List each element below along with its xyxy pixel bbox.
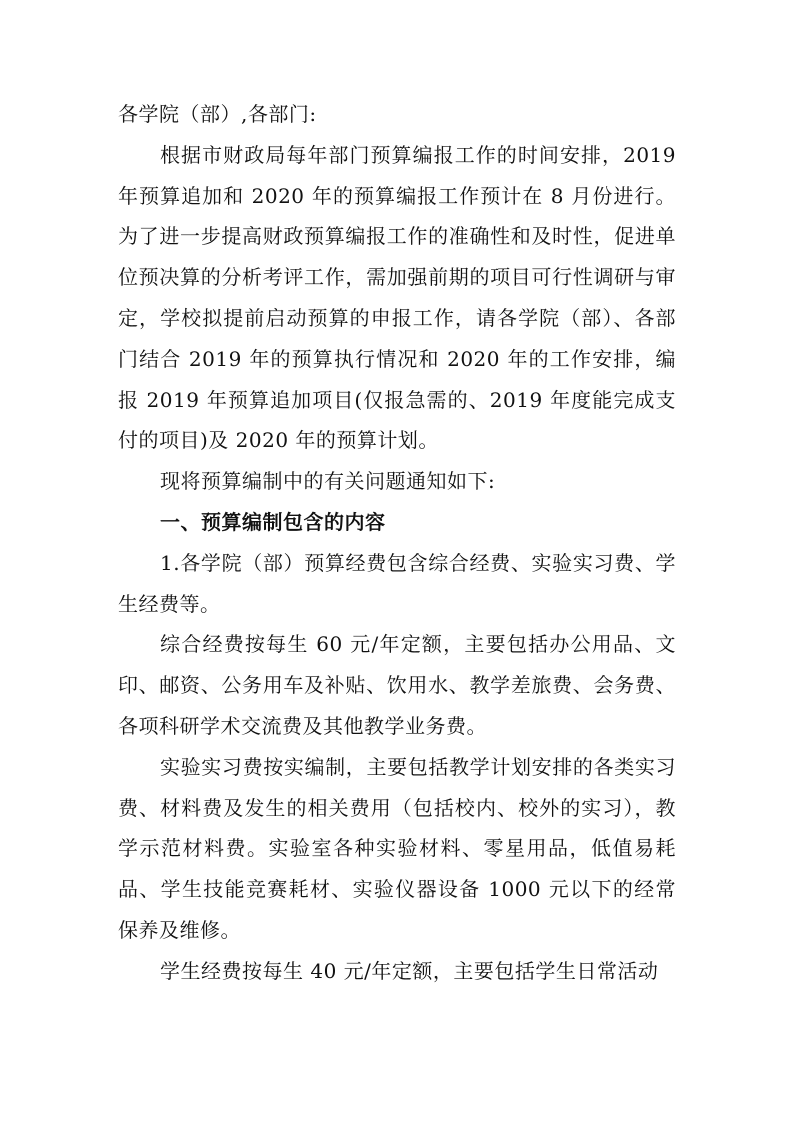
section-paragraph-2: 综合经费按每生 60 元/年定额，主要包括办公用品、文印、邮资、公务用车及补贴、饮用水、教学差旅费、会务费、各项科研学术交流费及其他教学业务费。 (118, 632, 676, 738)
body-paragraph-1: 根据市财政局每年部门预算编报工作的时间安排，2019年预算追加和 2020 年的预算编报工作预计在 8 月份进行。为了进一步提高财政预算编报工作的准确性和及时性，促进单位预决算的分析考评工作，需加强前期的项目可行性调研与审定，学校拟提前启动预算的申报工作，请各学院（部）、各部门结合 2019 年的预算执行情况和 2020 年的工作安排，编报 2019 年预算追加项目(仅报急需的、2019 年度能完成支付的项目)及 2020 年的预算计划。 (118, 142, 676, 453)
body-paragraph-2: 现将预算编制中的有关问题通知如下: (160, 469, 496, 494)
section-paragraph-1: 1.各学院（部）预算经费包含综合经费、实验实习费、学生经费等。 (118, 550, 676, 616)
section-paragraph-4: 学生经费按每生 40 元/年定额，主要包括学生日常活动 (160, 958, 659, 983)
salutation: 各学院（部）,各部门: (118, 102, 317, 126)
section-paragraph-3: 实验实习费按实编制，主要包括教学计划安排的各类实习费、材料费及发生的相关费用（包括校内、校外的实习），教学示范材料费。实验室各种实验材料、零星用品，低值易耗品、学生技能竞赛耗材、实验仪器设备 1000 元以下的经常保养及维修。 (118, 754, 676, 942)
section-heading: 一、预算编制包含的内容 (160, 509, 386, 534)
